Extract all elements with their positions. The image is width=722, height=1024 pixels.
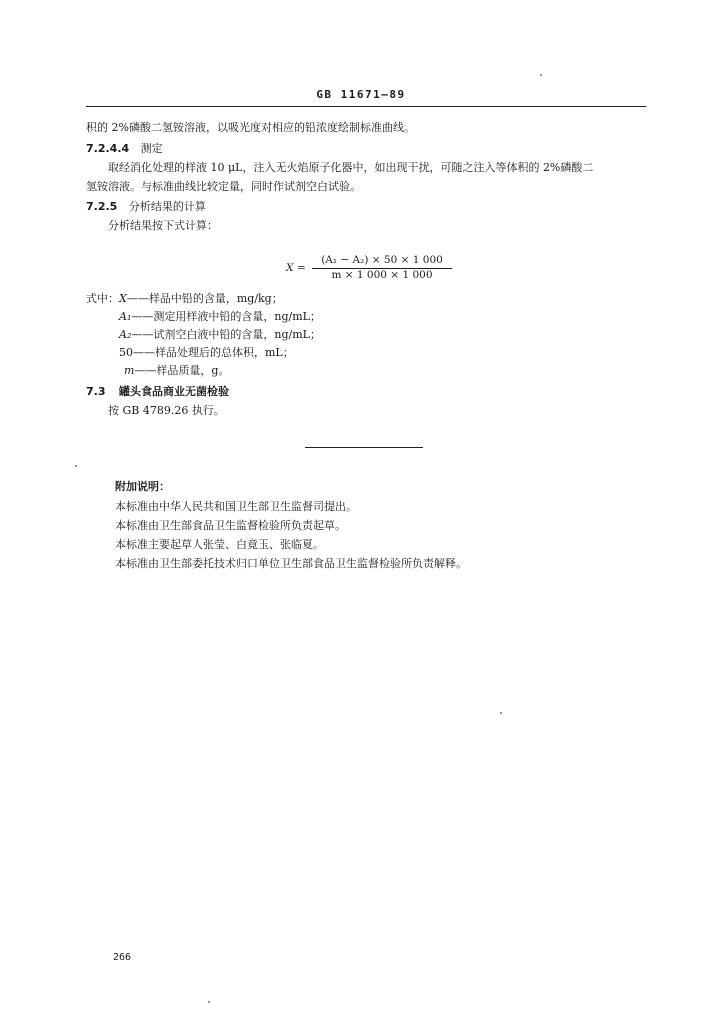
scan-speck	[540, 74, 542, 76]
section-number: 7.2.5	[86, 200, 118, 213]
appendix-line: 本标准由卫生部食品卫生监督检验所负责起草。	[115, 519, 346, 532]
standard-code-header: GB 11671—89	[316, 88, 406, 101]
where-prefix: 式中：	[86, 292, 119, 305]
separator-rule	[305, 447, 423, 448]
definition-text: ——样品中铅的含量，mg/kg；	[126, 292, 283, 305]
formula-denominator: m × 1 000 × 1 000	[331, 269, 433, 281]
appendix-line: 本标准主要起草人张莹、白竟玉、张临夏。	[115, 538, 324, 551]
appendix-line: 本标准由卫生部委托技术归口单位卫生部食品卫生监督检验所负责解释。	[115, 557, 467, 570]
page-number: 266	[113, 952, 132, 963]
formula-lhs: X =	[286, 262, 306, 274]
definition-line	[124, 364, 229, 378]
definition-line	[119, 328, 321, 342]
definition-symbol: A₁	[119, 310, 132, 323]
section-heading-73	[86, 385, 229, 399]
definition-line	[119, 346, 294, 360]
paragraph-line: 取经消化处理的样液 10 μL，注入无火焰原子化器中，如出现干扰，可随之注入等体积的 2%磷酸二	[108, 161, 594, 174]
paragraph-line: 分析结果按下式计算：	[108, 219, 218, 232]
definition-text: ——样品质量，g。	[134, 364, 230, 377]
section-heading-7244	[86, 142, 163, 156]
definition-symbol: A₂	[119, 328, 132, 341]
definition-text: ——样品处理后的总体积，mL；	[133, 346, 294, 359]
body-line-curve: 积的 2%磷酸二氢铵溶液，以吸光度对相应的铅浓度绘制标准曲线。	[86, 121, 415, 134]
scan-speck	[75, 465, 77, 467]
section-title: 测定	[140, 142, 163, 155]
definition-symbol: X	[119, 292, 127, 305]
definition-text: ——测定用样液中铅的含量，ng/mL；	[131, 310, 321, 323]
paragraph-line: 氢铵溶液。与标准曲线比较定量，同时作试剂空白试验。	[86, 180, 361, 193]
section-title: 罐头食品商业无菌检验	[119, 385, 229, 398]
calculation-formula	[286, 254, 456, 284]
appendix-title: 附加说明：	[115, 480, 170, 493]
paragraph-line: 按 GB 4789.26 执行。	[108, 404, 225, 417]
scan-speck	[208, 1001, 210, 1003]
section-heading-725	[86, 200, 206, 214]
section-title: 分析结果的计算	[128, 200, 206, 213]
appendix-line: 本标准由中华人民共和国卫生部卫生监督司提出。	[115, 500, 357, 513]
header-rule	[86, 106, 646, 107]
definition-line	[86, 292, 283, 306]
section-number: 7.2.4.4	[86, 142, 130, 155]
definition-text: ——试剂空白液中铅的含量，ng/mL；	[131, 328, 321, 341]
definition-symbol: 50	[119, 346, 133, 359]
section-number: 7.3	[86, 385, 106, 398]
scan-speck	[500, 712, 502, 714]
definition-line	[119, 310, 321, 324]
definition-symbol: m	[124, 364, 135, 377]
formula-numerator: (A₁ − A₂) × 50 × 1 000	[321, 254, 443, 266]
